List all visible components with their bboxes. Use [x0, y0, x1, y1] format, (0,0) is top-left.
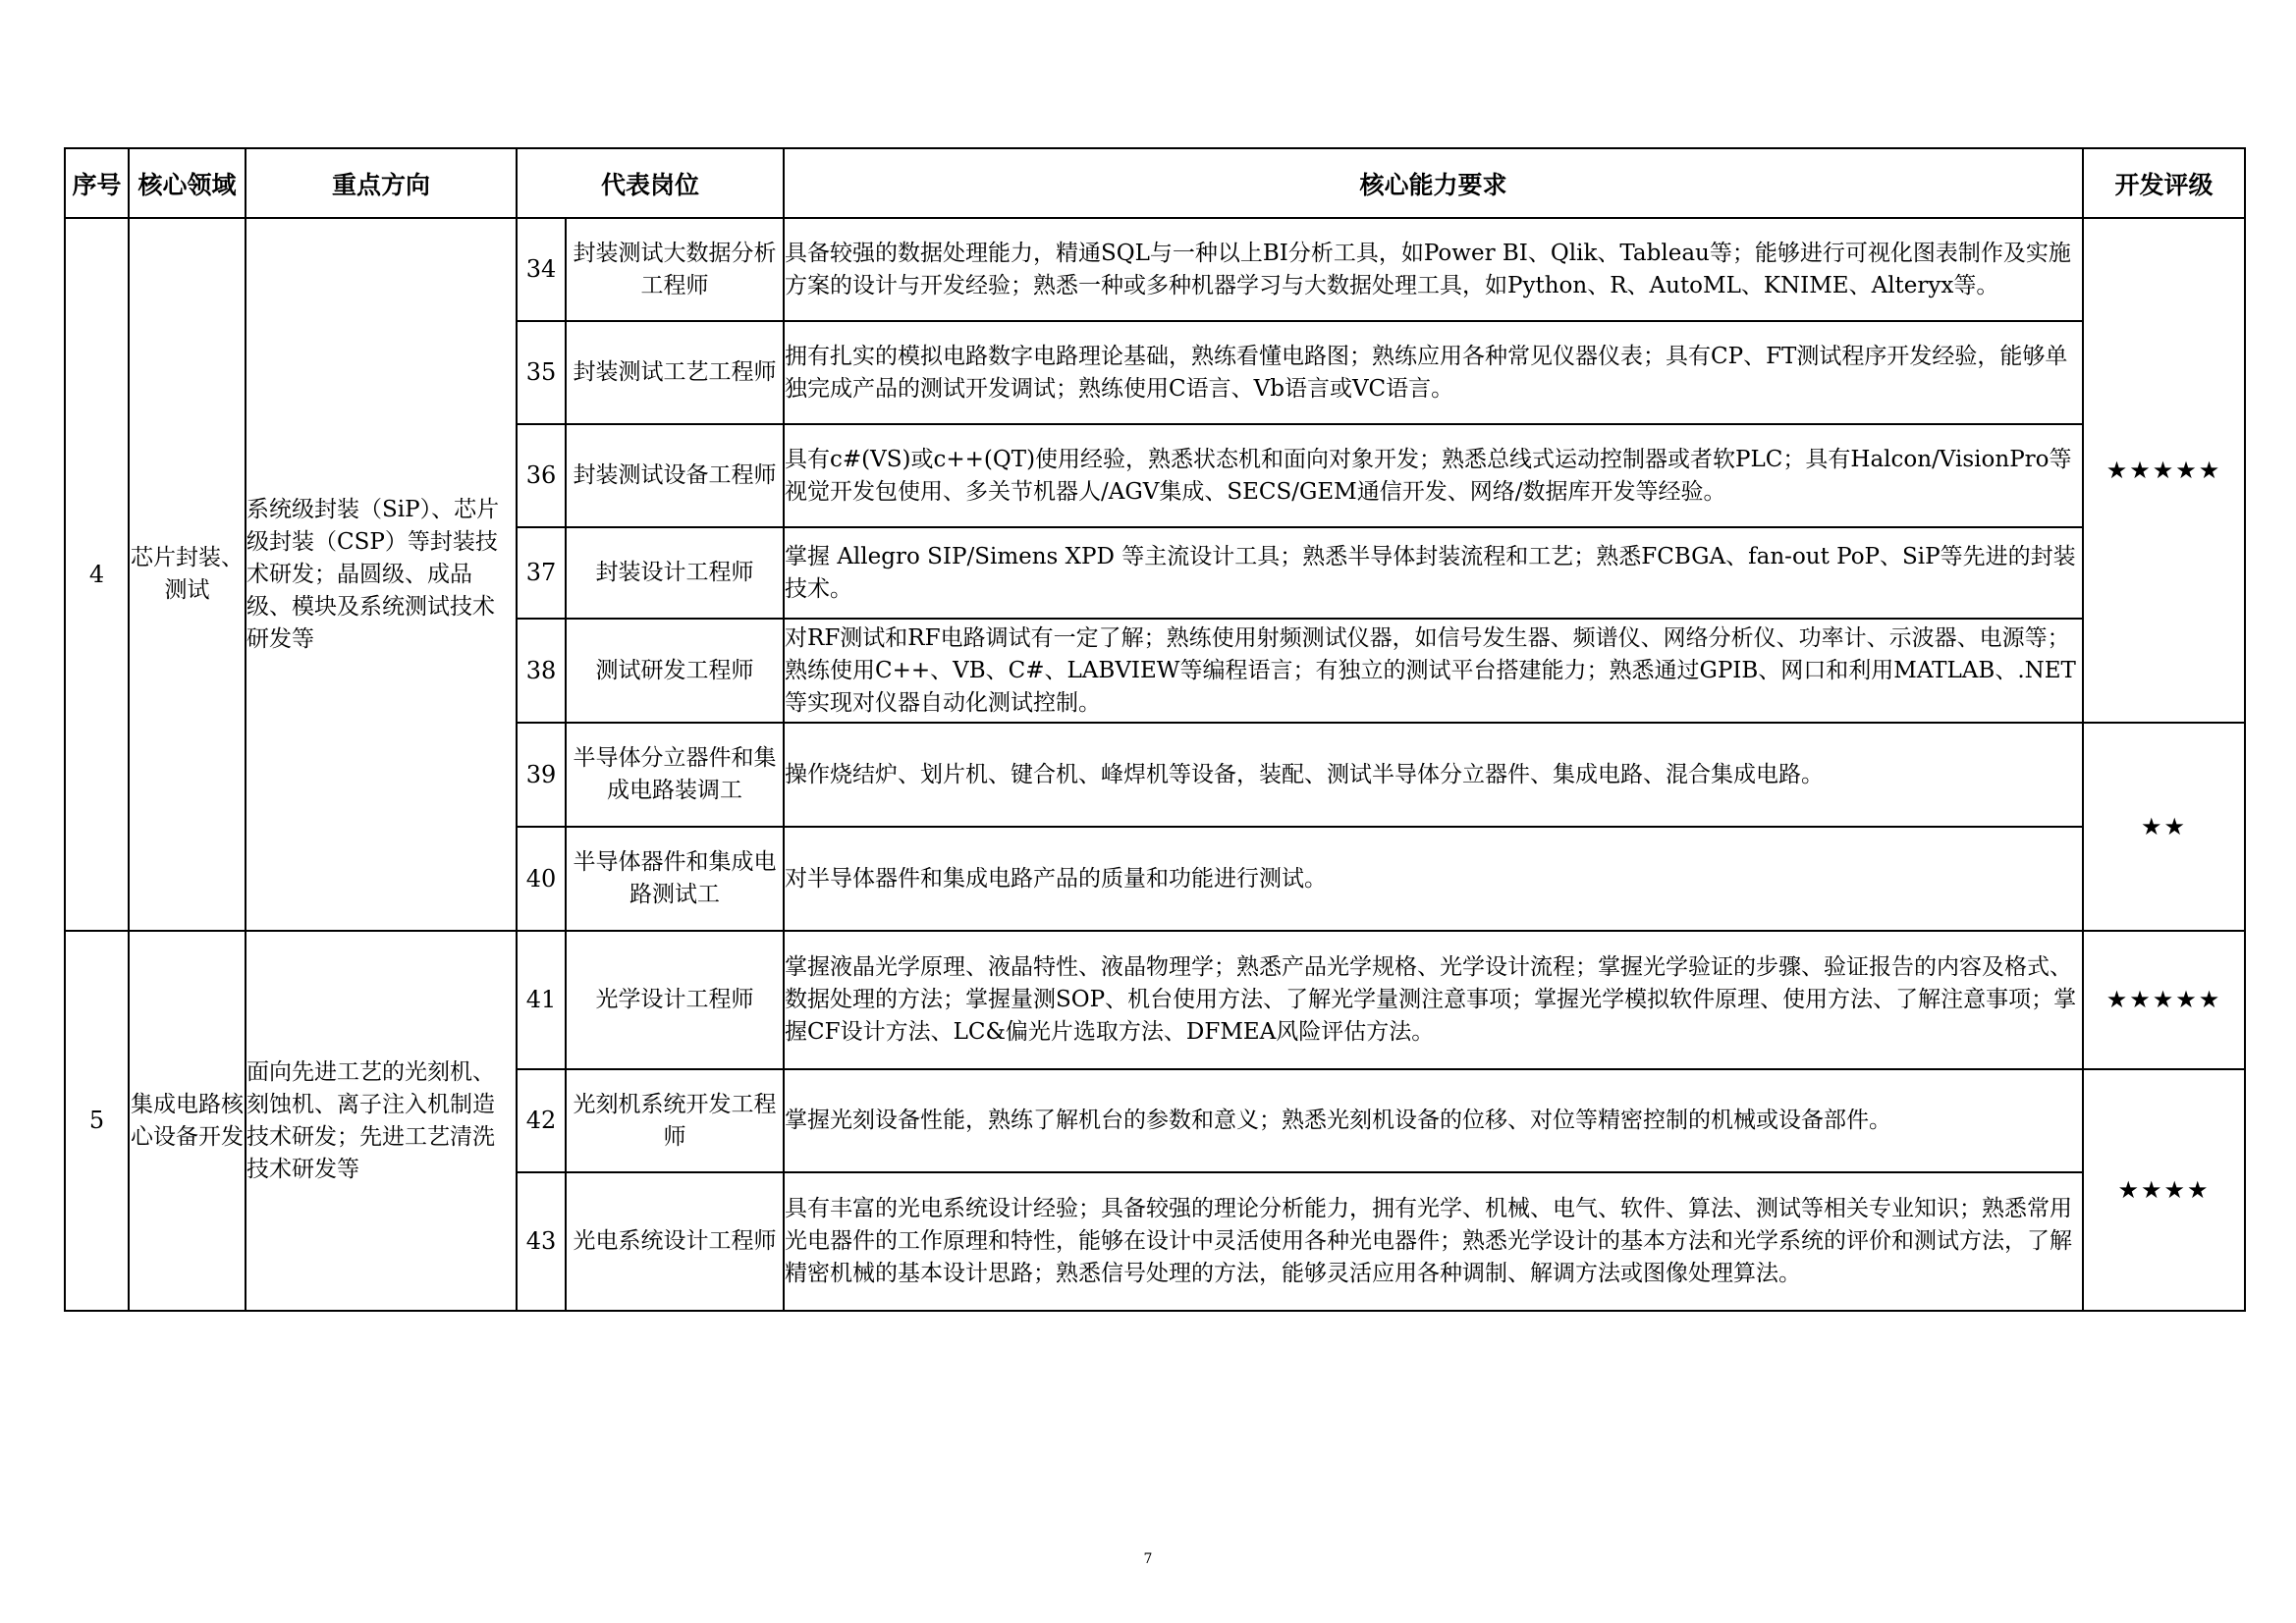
- row-number: 38: [517, 619, 566, 723]
- rating-stars: ★★★★: [2083, 1069, 2245, 1311]
- header-rating: 开发评级: [2083, 148, 2245, 218]
- rating-stars: ★★: [2083, 723, 2245, 931]
- table-row: [65, 218, 2245, 321]
- group-direction: 系统级封装（SiP）、芯片级封装（CSP）等封装技术研发；晶圆级、成品级、模块及系统测试技术研发等: [246, 218, 517, 931]
- row-requirement: 掌握 Allegro SIP/Simens XPD 等主流设计工具；熟悉半导体封装流程和工艺；熟悉FCBGA、fan-out PoP、SiP等先进的封装技术。: [784, 527, 2083, 619]
- row-number: 40: [517, 827, 566, 931]
- row-requirement: 具备较强的数据处理能力，精通SQL与一种以上BI分析工具，如Power BI、Qlik、Tableau等；能够进行可视化图表制作及实施方案的设计与开发经验；熟悉一种或多种机器学习与大数据处理工具，如Python、R、AutoML、KNIME、Alteryx等。: [784, 218, 2083, 321]
- row-number: 43: [517, 1172, 566, 1311]
- row-number: 36: [517, 424, 566, 527]
- table-row: [65, 931, 2245, 1069]
- row-requirement: 拥有扎实的模拟电路数字电路理论基础，熟练看懂电路图；熟练应用各种常见仪器仪表；具有CP、FT测试程序开发经验，能够单独完成产品的测试开发调试；熟练使用C语言、Vb语言或VC语言。: [784, 321, 2083, 424]
- row-requirement: 具有丰富的光电系统设计经验；具备较强的理论分析能力，拥有光学、机械、电气、软件、算法、测试等相关专业知识；熟悉常用光电器件的工作原理和特性，能够在设计中灵活使用各种光电器件；熟悉光学设计的基本方法和光学系统的评价和测试方法，了解精密机械的基本设计思路；熟悉信号处理的方法，能够灵活应用各种调制、解调方法或图像处理算法。: [784, 1172, 2083, 1311]
- row-position: 光刻机系统开发工程师: [566, 1069, 784, 1172]
- row-position: 半导体分立器件和集成电路装调工: [566, 723, 784, 827]
- row-number: 35: [517, 321, 566, 424]
- header-seq: 序号: [65, 148, 129, 218]
- row-position: 封装测试设备工程师: [566, 424, 784, 527]
- row-position: 光学设计工程师: [566, 931, 784, 1069]
- row-number: 34: [517, 218, 566, 321]
- row-position: 测试研发工程师: [566, 619, 784, 723]
- row-position: 光电系统设计工程师: [566, 1172, 784, 1311]
- row-number: 42: [517, 1069, 566, 1172]
- row-requirement: 对RF测试和RF电路调试有一定了解；熟练使用射频测试仪器，如信号发生器、频谱仪、网络分析仪、功率计、示波器、电源等；熟练使用C++、VB、C#、LABVIEW等编程语言；有独立的测试平台搭建能力；熟悉通过GPIB、网口和利用MATLAB、.NET等实现对仪器自动化测试控制。: [784, 619, 2083, 723]
- group-seq: 4: [65, 218, 129, 931]
- row-requirement: 掌握光刻设备性能，熟练了解机台的参数和意义；熟悉光刻机设备的位移、对位等精密控制的机械或设备部件。: [784, 1069, 2083, 1172]
- rating-stars: ★★★★★: [2083, 931, 2245, 1069]
- header-row: [65, 148, 2245, 218]
- row-requirement: 对半导体器件和集成电路产品的质量和功能进行测试。: [784, 827, 2083, 931]
- row-requirement: 操作烧结炉、划片机、键合机、峰焊机等设备，装配、测试半导体分立器件、集成电路、混合集成电路。: [784, 723, 2083, 827]
- header-position: 代表岗位: [517, 148, 784, 218]
- row-requirement: 掌握液晶光学原理、液晶特性、液晶物理学；熟悉产品光学规格、光学设计流程；掌握光学验证的步骤、验证报告的内容及格式、数据处理的方法；掌握量测SOP、机台使用方法、了解光学量测注意事项；掌握光学模拟软件原理、使用方法、了解注意事项；掌握CF设计方法、LC&偏光片选取方法、DFMEA风险评估方法。: [784, 931, 2083, 1069]
- row-number: 37: [517, 527, 566, 619]
- rating-stars: ★★★★★: [2083, 218, 2245, 723]
- group-seq: 5: [65, 931, 129, 1311]
- row-position: 封装测试大数据分析工程师: [566, 218, 784, 321]
- group-area: 芯片封装、测试: [129, 218, 246, 931]
- competency-table: [64, 147, 2246, 1312]
- row-position: 半导体器件和集成电路测试工: [566, 827, 784, 931]
- row-position: 封装设计工程师: [566, 527, 784, 619]
- header-requirement: 核心能力要求: [784, 148, 2083, 218]
- row-position: 封装测试工艺工程师: [566, 321, 784, 424]
- group-area: 集成电路核心设备开发: [129, 931, 246, 1311]
- group-direction: 面向先进工艺的光刻机、刻蚀机、离子注入机制造技术研发；先进工艺清洗技术研发等: [246, 931, 517, 1311]
- header-area: 核心领域: [129, 148, 246, 218]
- header-direction: 重点方向: [246, 148, 517, 218]
- page-number: 7: [1143, 1551, 1153, 1567]
- row-number: 41: [517, 931, 566, 1069]
- row-requirement: 具有c#(VS)或c++(QT)使用经验，熟悉状态机和面向对象开发；熟悉总线式运动控制器或者软PLC；具有Halcon/VisionPro等视觉开发包使用、多关节机器人/AGV集成、SECS/GEM通信开发、网络/数据库开发等经验。: [784, 424, 2083, 527]
- row-number: 39: [517, 723, 566, 827]
